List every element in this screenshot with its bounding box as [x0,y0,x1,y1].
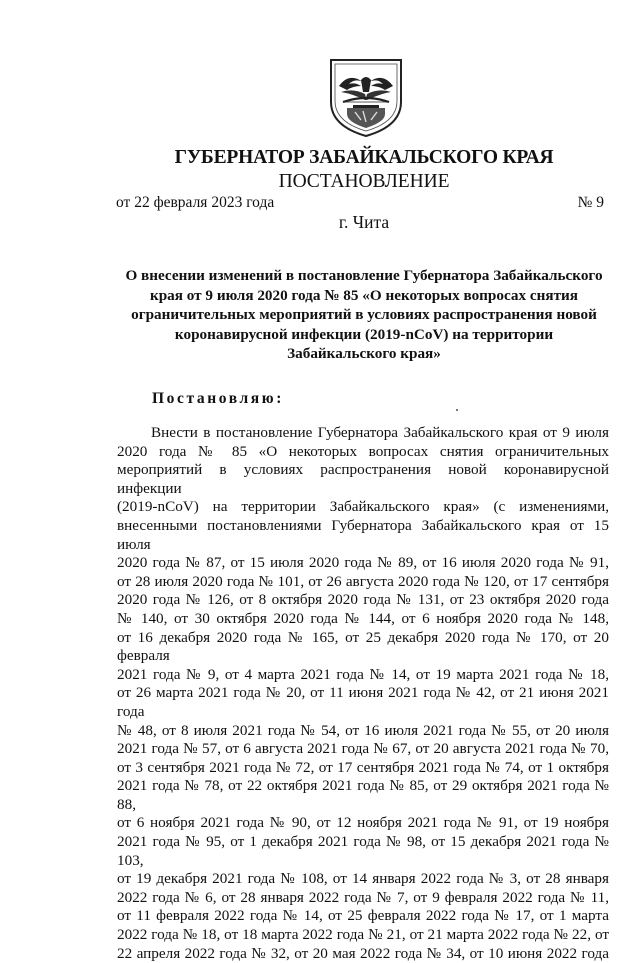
document-type: ПОСТАНОВЛЕНИЕ [278,171,450,192]
document-city: г. Чита [338,212,390,232]
body-line: от 26 марта 2021 года № 20, от 11 июня 2021 года № 42, от 21 июня 2021 года [117,684,609,720]
title-line: Забайкальского края» [287,345,441,362]
body-line: 2021 года № 57, от 6 августа 2021 года № 67, от 20 августа 2021 года № 70, [117,740,609,758]
title-line: О внесении изменений в постановление Губернатора Забайкальского [125,267,603,284]
body-line: 2021 года № 78, от 22 октября 2021 года № 85, от 29 октября 2021 года № 88, [117,777,609,813]
document-date: от 22 февраля 2023 года [116,194,275,211]
body-line: мероприятий в условиях распространения новой коронавирусной инфекции [117,461,609,497]
body-line: Внести в постановление Губернатора Забайкальского края от 9 июля [151,424,609,441]
body-line: внесенными постановлениями Губернатора Забайкальского края от 15 июля [117,516,609,553]
body-line: от 16 декабря 2020 года № 165, от 25 декабря 2020 года № 170, от 20 февраля [117,628,609,665]
document-title [120,266,608,364]
title-line: ограничительных мероприятий в условиях распространения новой [131,306,597,323]
body-line: 2021 года № 95, от 1 декабря 2021 года № 98, от 15 декабря 2021 года № 103, [117,833,609,869]
body-line: 2022 года № 6, от 28 января 2022 года № 7, от 9 февраля 2022 года № 11, [117,888,609,906]
document-body [117,424,609,963]
body-line: 2022 года № 18, от 18 марта 2022 года № 21, от 21 марта 2022 года № 22, от [117,926,609,944]
scan-speck [456,409,458,411]
body-line: № 48, от 8 июля 2021 года № 54, от 16 июля 2021 года № 55, от 20 июля [117,721,609,739]
body-line: (2019-nCoV) на территории Забайкальского края» (с изменениями, [117,498,609,516]
body-line: от 6 ноября 2021 года № 90, от 12 ноября 2021 года № 91, от 19 ноября [117,814,609,832]
body-line: 2021 года № 9, от 4 марта 2021 года № 14, от 19 марта 2021 года № 18, [117,665,609,683]
body-line: 2020 года № 126, от 8 октября 2020 года № 131, от 23 октября 2020 года [117,591,609,609]
body-line: 2020 года № 85 «О некоторых вопросах снятия ограничительных [117,442,609,460]
body-line: от 19 декабря 2021 года № 108, от 14 января 2022 года № 3, от 28 января [117,870,609,888]
body-line: 2020 года № 87, от 15 июля 2020 года № 89, от 16 июля 2020 года № 91, [117,554,609,572]
decree-word: Постановляю: [152,390,284,407]
body-line: от 11 февраля 2022 года № 14, от 25 февраля 2022 года № 17, от 1 марта [117,907,609,925]
title-line: края от 9 июля 2020 года № 85 «О некоторых вопросах снятия [149,286,579,304]
document-number: № 9 [577,194,604,211]
body-line: 22 апреля 2022 года № 32, от 20 мая 2022 года № 34, от 10 июня 2022 года [117,944,609,962]
title-line: коронавирусной инфекции (2019-nCoV) на территории [174,325,554,343]
body-line: от 3 сентября 2021 года № 72, от 17 сентября 2021 года № 74, от 1 октября [117,758,609,776]
body-line: № 140, от 30 октября 2020 года № 144, от 6 ноября 2020 года № 148, [117,609,609,627]
body-line: от 28 июля 2020 года № 101, от 26 августа 2020 года № 120, от 17 сентября [117,572,609,590]
coat-of-arms-icon [325,56,407,138]
organization-heading: ГУБЕРНАТОР ЗАБАЙКАЛЬСКОГО КРАЯ [174,147,554,168]
